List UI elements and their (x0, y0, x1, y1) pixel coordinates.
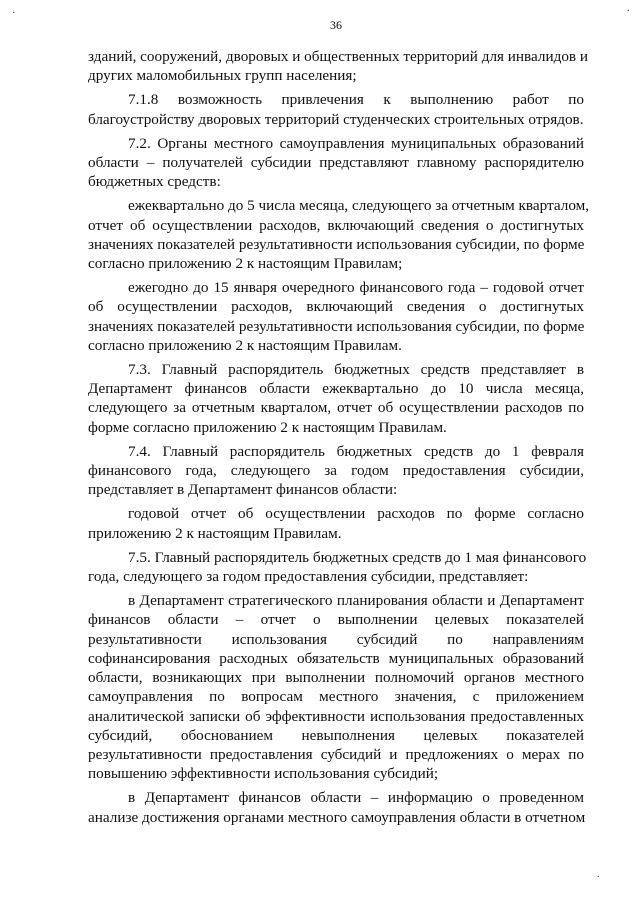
body-text (88, 47, 590, 827)
text-line: Департамент финансов области ежеквартально до 10 числа месяца, (88, 380, 584, 398)
paragraph (88, 504, 584, 542)
text-line: результативности предоставления субсидий и предложениях о мерах по (88, 745, 584, 763)
text-line: бюджетных средств: (88, 173, 221, 191)
paragraph (88, 360, 584, 437)
text-line: софинансирования расходных обязательств муниципальных образований (88, 649, 584, 667)
text-line: представляет в Департамент финансов области: (88, 481, 398, 499)
text-line: благоустройству дворовых территорий студенческих строительных отрядов. (88, 110, 584, 128)
text-line: согласно приложению 2 к настоящим Правилам; (88, 255, 403, 273)
paragraph (88, 442, 584, 500)
text-line: года, следующего за годом предоставления субсидии, представляет: (88, 568, 529, 586)
text-line: зданий, сооружений, дворовых и общественных территорий для инвалидов и (88, 48, 589, 65)
scan-mark: · (12, 8, 16, 19)
paragraph (88, 548, 587, 586)
paragraph (88, 788, 584, 826)
page-number: 36 (330, 18, 342, 32)
text-line: аналитической записки об эффективности использования предоставленных (88, 707, 584, 725)
text-line: об осуществлении расходов, включающий сведения о достигнутых (88, 298, 584, 316)
text-line: в Департамент финансов области – информацию о проведенном (128, 789, 584, 807)
text-line: анализе достижения органами местного самоуправления области в отчетном (88, 808, 586, 826)
scan-mark: · (626, 6, 630, 17)
text-line: годовой отчет об осуществлении расходов по форме согласно (128, 505, 584, 523)
text-line: 7.4. Главный распорядитель бюджетных средств до 1 февраля (128, 442, 584, 460)
scan-mark: · (596, 872, 600, 883)
text-line: области, возникающих при выполнении полномочий органов местного (88, 669, 584, 687)
text-line: 7.5. Главный распорядитель бюджетных средств до 1 мая финансового (128, 548, 587, 566)
paragraph (88, 90, 584, 128)
text-line: значениях показателей результативности использования субсидии, по форме (88, 235, 585, 253)
paragraph (88, 591, 584, 783)
text-line: 7.3. Главный распорядитель бюджетных средств представляет в (128, 361, 584, 379)
text-line: 7.2. Органы местного самоуправления муниципальных образований (128, 134, 584, 152)
text-line: результативности использования субсидий по направлениям (88, 630, 584, 648)
text-line: 7.1.8 возможность привлечения к выполнению работ по (128, 91, 584, 109)
text-line: ежеквартально до 5 числа месяца, следующего за отчетным кварталом, (128, 197, 590, 215)
text-line: значениях показателей результативности использования субсидии, по форме (88, 317, 585, 335)
text-line: других маломобильных групп населения; (88, 67, 357, 85)
text-line: приложению 2 к настоящим Правилам. (88, 524, 342, 542)
text-line: ежегодно до 15 января очередного финансового года – годовой отчет (128, 279, 584, 297)
paragraph (88, 47, 589, 85)
text-line: финансового года, следующего за годом предоставления субсидии, (88, 462, 584, 480)
paragraph (88, 278, 584, 355)
text-line: области – получателей субсидии представляют главному распорядителю (88, 154, 584, 172)
text-line: в Департамент стратегического планирования области и Департамент (128, 592, 584, 610)
text-line: повышению эффективности использования субсидий; (88, 765, 439, 783)
text-line: субсидий, обоснованием невыполнения целевых показателей (88, 726, 584, 744)
text-line: самоуправления по вопросам местного значения, с приложением (88, 688, 584, 706)
text-line: согласно приложению 2 к настоящим Правилам. (88, 336, 402, 354)
paragraph (88, 196, 590, 273)
text-line: отчет об осуществлении расходов, включающий сведения о достигнутых (88, 216, 584, 234)
text-line: форме согласно приложению 2 к настоящим Правилам. (88, 418, 447, 436)
text-line: следующего за отчетным кварталом, отчет об осуществлении расходов по (88, 399, 584, 417)
paragraph (88, 134, 584, 192)
text-line: финансов области – отчет о выполнении целевых показателей (88, 611, 584, 629)
